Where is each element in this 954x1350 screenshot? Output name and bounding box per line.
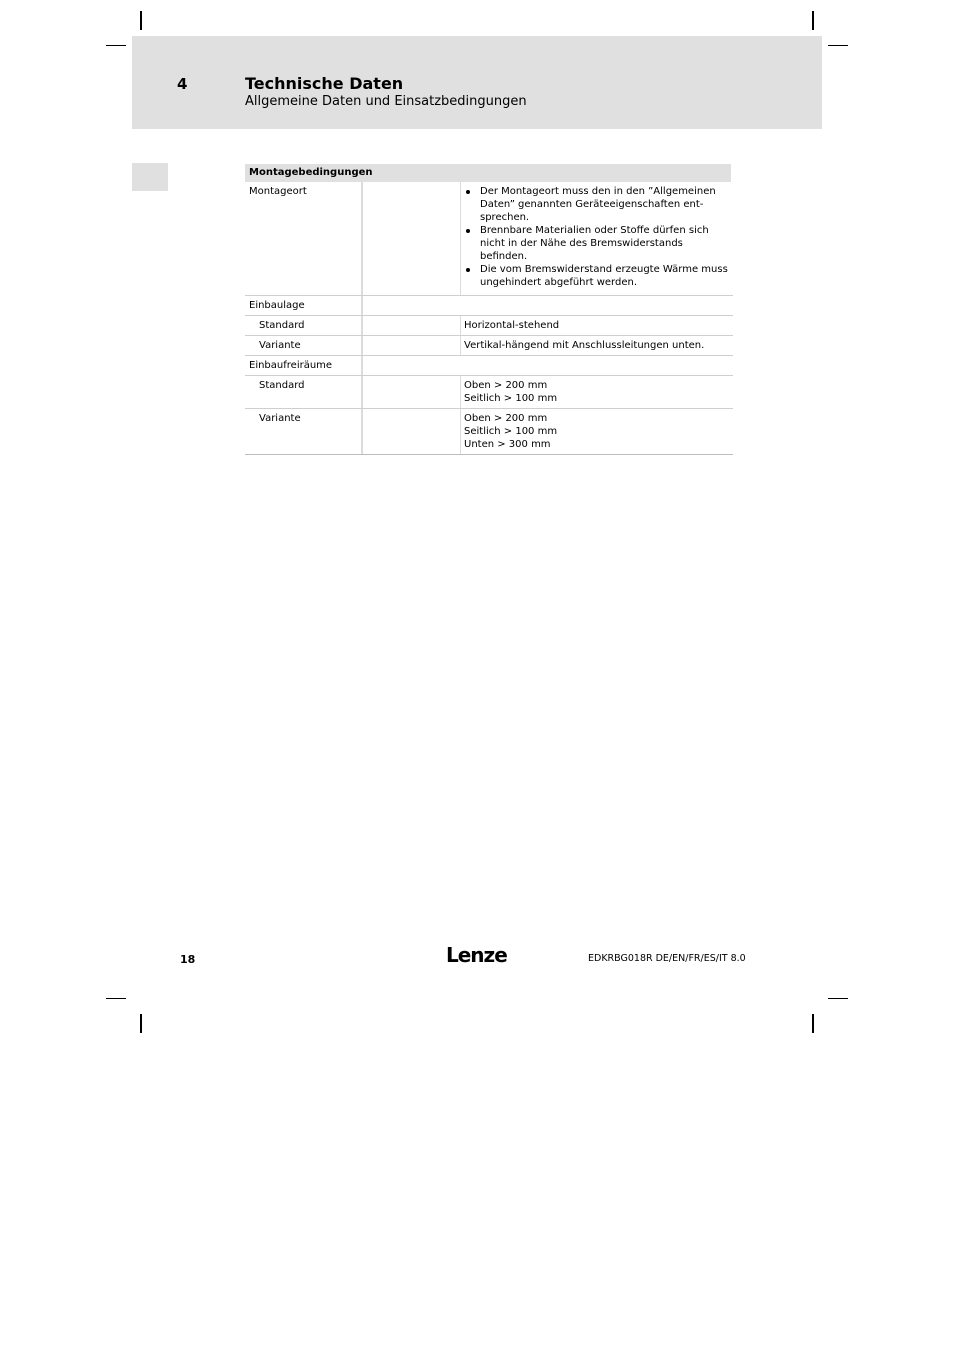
crop-mark: [812, 1014, 814, 1033]
row-label: Standard: [245, 376, 363, 408]
list-item: Der Montageort muss den in den ”Allgemeinen Daten” genannten Geräteeigenschaften ent-sprechen.: [464, 185, 729, 224]
list-item: Die vom Bremswiderstand erzeugte Wärme muss ungehindert abgeführt werden.: [464, 263, 729, 289]
row-value: [461, 336, 733, 355]
table-row: [245, 296, 733, 316]
row-value: [461, 296, 733, 315]
row-value: [461, 376, 733, 408]
value-line: Oben > 200 mm: [464, 413, 548, 424]
row-label: Variante: [245, 409, 363, 454]
empty-cell: [363, 336, 461, 355]
value-line: Seitlich > 100 mm: [464, 393, 558, 404]
table-row: [245, 356, 733, 376]
list-item: Brennbare Materialien oder Stoffe dürfen sich nicht in der Nähe des Bremswiderstands befinden.: [464, 224, 729, 263]
crop-mark: [140, 1014, 142, 1033]
row-label: Montageort: [245, 182, 363, 295]
crop-mark: [828, 45, 848, 46]
crop-mark: [140, 11, 142, 30]
empty-cell: [363, 376, 461, 408]
row-value: [461, 316, 733, 335]
empty-cell: [363, 356, 461, 375]
value-line: Horizontal-stehend: [464, 320, 560, 331]
row-label: Standard: [245, 316, 363, 335]
table-row: [245, 182, 733, 296]
row-label: Einbaufreiräume: [245, 356, 363, 375]
crop-mark: [106, 45, 126, 46]
header-band: [132, 36, 822, 129]
chapter-number: 4: [177, 75, 188, 93]
page-number: 18: [180, 953, 196, 966]
table-row: [245, 409, 733, 455]
chapter-subtitle: Allgemeine Daten und Einsatzbedingungen: [245, 94, 527, 109]
value-line: Oben > 200 mm: [464, 380, 548, 391]
empty-cell: [363, 182, 461, 295]
crop-mark: [106, 998, 126, 999]
row-label: Variante: [245, 336, 363, 355]
table-row: [245, 336, 733, 356]
document-code: EDKRBG018R DE/EN/FR/ES/IT 8.0: [588, 953, 746, 964]
empty-cell: [363, 316, 461, 335]
row-value: [461, 356, 733, 375]
value-line: Seitlich > 100 mm: [464, 426, 558, 437]
value-line: Vertikal-hängend mit Anschlussleitungen unten.: [464, 340, 705, 351]
chapter-title: Technische Daten: [245, 74, 404, 93]
value-line: Unten > 300 mm: [464, 439, 551, 450]
mounting-conditions-table: [245, 164, 733, 455]
table-row: [245, 376, 733, 409]
empty-cell: [363, 409, 461, 454]
brand-logo: Lenze: [446, 943, 507, 967]
row-label: Einbaulage: [245, 296, 363, 315]
crop-mark: [812, 11, 814, 30]
bullet-list: [464, 185, 729, 292]
empty-cell: [363, 296, 461, 315]
row-value: [461, 409, 733, 454]
crop-mark: [828, 998, 848, 999]
margin-tab: [132, 163, 168, 191]
table-caption: Montagebedingungen: [245, 164, 731, 182]
table-row: [245, 316, 733, 336]
row-value: [461, 182, 733, 295]
